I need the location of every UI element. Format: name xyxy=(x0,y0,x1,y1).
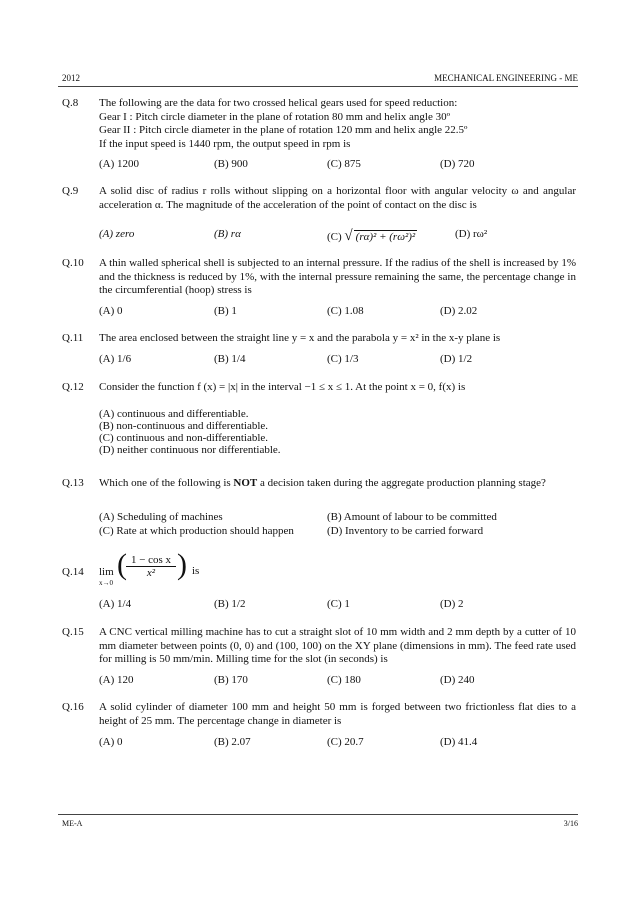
option-c: (C) 1.08 xyxy=(327,305,364,317)
option-b: (B) 900 xyxy=(214,158,248,170)
option-b: (B) 170 xyxy=(214,674,248,686)
choice-a: (A) continuous and differentiable. xyxy=(99,408,249,420)
footer-code: ME-A xyxy=(62,819,83,828)
option-c: (C) 180 xyxy=(327,674,361,686)
lim-subscript: x→0 xyxy=(99,579,113,587)
question-body: The following are the data for two crossed helical gears used for speed reduction: Gear I : Pitch circle diameter in the plane of rotation 80 mm and helix angle 30º Gear II : Pitch circle diameter in the plane of rotation 120 mm and helix angle 22.5º If the input speed is 1440 rpm, the output speed in rpm is xyxy=(99,97,468,150)
option-b: (B) 1/4 xyxy=(214,353,246,365)
option-c: (C) 1 xyxy=(327,598,350,610)
option-a: (A) 1/6 xyxy=(99,353,132,365)
option-d: (D) 41.4 xyxy=(440,736,478,748)
question-body: A solid disc of radius r rolls without slipping on a horizontal floor with angular velocity ω and angular acceleration α. The magnitude of the acceleration of the point of contact on the disc is xyxy=(99,185,576,211)
option-c: (C) 20.7 xyxy=(327,736,364,748)
header-year: 2012 xyxy=(62,73,80,83)
question-number: Q.8 xyxy=(62,97,79,109)
question-number: Q.13 xyxy=(62,477,84,489)
option-c: (C) √ (rα)² + (rω²)² xyxy=(327,228,416,244)
question-body: A solid cylinder of diameter 100 mm and height 50 mm is forged between two frictionless flat dies to a height of 25 mm. The percentage change in diameter is xyxy=(99,701,576,727)
choice-c: (C) Rate at which production should happen xyxy=(99,525,294,537)
choices-q12 xyxy=(99,408,576,456)
question-body: A CNC vertical milling machine has to cut a straight slot of 10 mm width and 2 mm depth by a cutter of 10 mm diameter between points (0, 0) and (100, 100) on the XY plane (dimensions in mm). The feed rate used for milling is 50 mm/min. Milling time for the slot (in seconds) is xyxy=(99,626,576,665)
option-b: (B) 1 xyxy=(214,305,237,317)
option-a: (A) 0 xyxy=(99,305,123,317)
question-body: Consider the function f (x) = |x| in the interval −1 ≤ x ≤ 1. At the point x = 0, f(x) is xyxy=(99,381,466,393)
option-b: (B) rα xyxy=(214,228,241,240)
footer-page: 3/16 xyxy=(563,819,578,828)
numerator: 1 − cos x xyxy=(126,554,176,567)
option-a: (A) 1/4 xyxy=(99,598,132,610)
option-d: (D) 720 xyxy=(440,158,475,170)
question-body: The area enclosed between the straight line y = x and the parabola y = x² in the x-y plane is xyxy=(99,332,501,344)
choice-d: (D) Inventory to be carried forward xyxy=(327,525,484,537)
option-b: (B) 2.07 xyxy=(214,736,251,748)
option-a: (A) zero xyxy=(99,228,135,240)
question-number: Q.9 xyxy=(62,185,79,197)
fraction xyxy=(126,554,176,579)
option-c: (C) 875 xyxy=(327,158,361,170)
question-number: Q.16 xyxy=(62,701,84,713)
left-paren: ( xyxy=(117,548,127,581)
option-a: (A) 1200 xyxy=(99,158,140,170)
option-c-expression: (rα)² + (rω²)² xyxy=(355,231,416,243)
lim-text: lim xyxy=(99,566,114,578)
question-number: Q.15 xyxy=(62,626,84,638)
option-d: (D) 1/2 xyxy=(440,353,473,365)
question-number: Q.10 xyxy=(62,257,84,269)
choice-b: (B) Amount of labour to be committed xyxy=(327,511,497,523)
option-c: (C) 1/3 xyxy=(327,353,359,365)
choice-b: (B) non-continuous and differentiable. xyxy=(99,420,269,432)
choice-c: (C) continuous and non-differentiable. xyxy=(99,432,269,444)
header-subject: MECHANICAL ENGINEERING - ME xyxy=(434,73,578,83)
option-d: (D) 2 xyxy=(440,598,464,610)
question-number: Q.12 xyxy=(62,381,84,393)
question-number: Q.11 xyxy=(62,332,84,344)
option-a: (A) 0 xyxy=(99,736,123,748)
is-text: is xyxy=(192,565,200,577)
option-d: (D) rω² xyxy=(455,228,488,240)
option-d: (D) 240 xyxy=(440,674,475,686)
question-body: A thin walled spherical shell is subjected to an internal pressure. If the radius of the shell is increased by 1% and the thickness is reduced by 1%, with the internal pressure remaining the same, the percentage change in the circumferential (hoop) stress is xyxy=(99,257,576,296)
option-a: (A) 120 xyxy=(99,674,134,686)
denominator: x² xyxy=(146,567,156,579)
footer-rule xyxy=(58,814,578,815)
choice-d: (D) neither continuous nor differentiable. xyxy=(99,444,281,456)
question-body: Which one of the following is NOT a decision taken during the aggregate production planning stage? xyxy=(99,477,546,489)
option-d: (D) 2.02 xyxy=(440,305,478,317)
question-number: Q.14 xyxy=(62,566,84,578)
choice-a: (A) Scheduling of machines xyxy=(99,511,223,523)
emphasis-not: NOT xyxy=(233,477,258,489)
option-b: (B) 1/2 xyxy=(214,598,246,610)
header-rule xyxy=(58,86,578,87)
right-paren: ) xyxy=(177,548,187,581)
